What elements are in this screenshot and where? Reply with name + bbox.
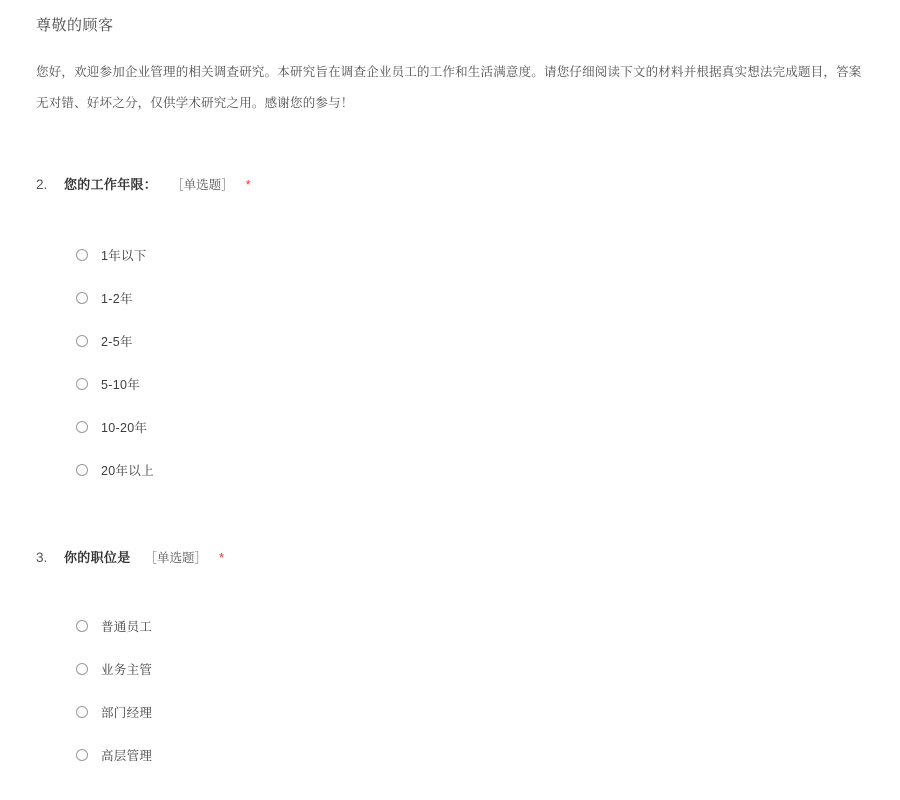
option-label: 20年以上: [101, 463, 154, 478]
radio-icon[interactable]: [76, 464, 88, 476]
radio-icon[interactable]: [76, 663, 88, 675]
radio-icon[interactable]: [76, 706, 88, 718]
question-3-title: 你的职位是: [64, 550, 131, 566]
option-label: 部门经理: [101, 705, 153, 720]
question-2: [0, 174, 900, 491]
option-item[interactable]: [76, 733, 870, 776]
option-item[interactable]: [76, 448, 870, 491]
option-item[interactable]: [76, 647, 870, 690]
radio-icon[interactable]: [76, 249, 88, 261]
question-2-number: 2.: [36, 177, 48, 193]
radio-icon[interactable]: [76, 378, 88, 390]
option-item[interactable]: [76, 233, 870, 276]
question-3-options: [36, 604, 870, 776]
option-label: 10-20年: [101, 420, 148, 435]
survey-greeting: 尊敬的顾客: [36, 17, 114, 34]
survey-intro: [0, 14, 900, 118]
question-2-header: [36, 174, 870, 193]
question-2-required-mark: *: [245, 177, 251, 193]
option-label: 1年以下: [101, 248, 147, 263]
option-label: 5-10年: [101, 377, 141, 392]
question-3: [0, 547, 900, 776]
radio-icon[interactable]: [76, 421, 88, 433]
option-item[interactable]: [76, 405, 870, 448]
option-label: 1-2年: [101, 291, 133, 306]
option-item[interactable]: [76, 690, 870, 733]
question-2-title: 您的工作年限：: [64, 177, 158, 193]
option-label: 业务主管: [101, 662, 153, 677]
question-3-type: ［单选题］: [144, 551, 208, 566]
question-3-header: [36, 547, 870, 566]
option-item[interactable]: [76, 362, 870, 405]
option-label: 普通员工: [101, 619, 153, 634]
option-item[interactable]: [76, 276, 870, 319]
option-item[interactable]: [76, 319, 870, 362]
option-label: 高层管理: [101, 748, 153, 763]
radio-icon[interactable]: [76, 749, 88, 761]
radio-icon[interactable]: [76, 620, 88, 632]
option-label: 2-5年: [101, 334, 133, 349]
radio-icon[interactable]: [76, 335, 88, 347]
question-3-number: 3.: [36, 550, 48, 566]
survey-intro-text: 您好，欢迎参加企业管理的相关调查研究。本研究旨在调查企业员工的工作和生活满意度。请您仔细阅读下文的材料并根据真实想法完成题目，答案无对错、好坏之分，仅供学术研究之用。感谢您的参与！: [36, 65, 862, 110]
question-3-required-mark: *: [219, 550, 225, 566]
option-item[interactable]: [76, 604, 870, 647]
question-2-type: ［单选题］: [171, 178, 234, 193]
question-2-options: [36, 233, 870, 491]
radio-icon[interactable]: [76, 292, 88, 304]
